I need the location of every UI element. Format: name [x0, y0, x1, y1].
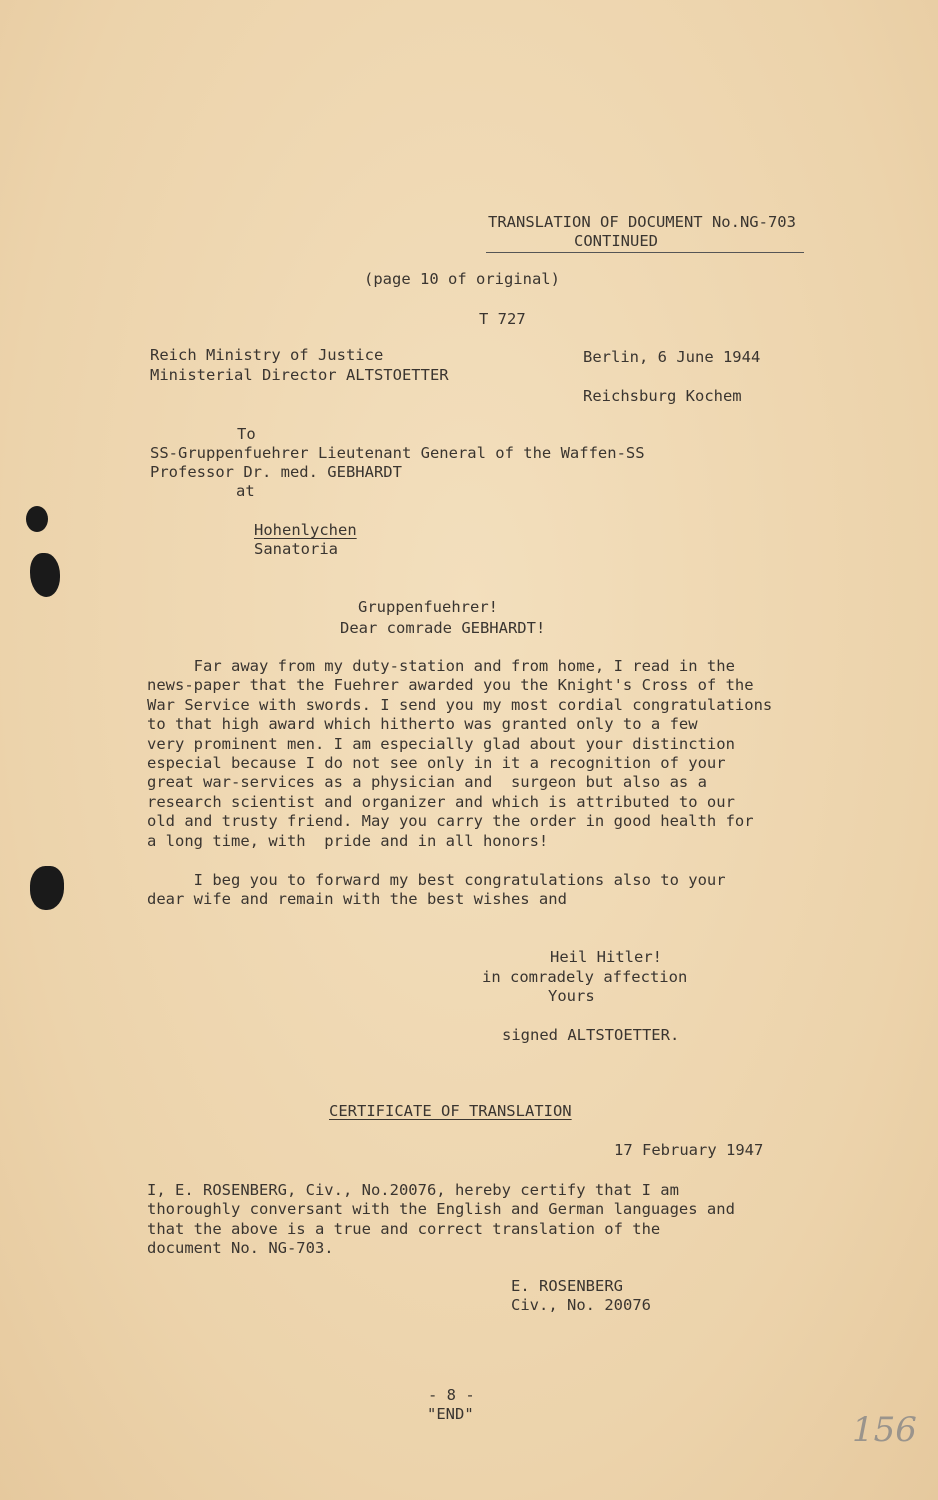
body-line: news-paper that the Fuehrer awarded you the Knight's Cross of the [147, 676, 754, 695]
document-title: TRANSLATION OF DOCUMENT No.NG-703 [488, 213, 796, 231]
certificate-title: CERTIFICATE OF TRANSLATION [329, 1102, 572, 1120]
binding-mark-upper [30, 553, 60, 597]
certificate-line: that the above is a true and correct translation of the [147, 1219, 661, 1238]
salutation-line-2: Dear comrade GEBHARDT! [340, 619, 546, 637]
recipient-place-2: Sanatoria [254, 540, 338, 558]
recipient-place-1: Hohenlychen [254, 521, 357, 539]
certificate-line: thoroughly conversant with the English and German languages and [147, 1200, 735, 1219]
body-line: a long time, with pride and in all honors! [147, 831, 549, 850]
recipient-at: at [236, 482, 255, 500]
closing-line-2: in comradely affection [482, 968, 688, 986]
certificate-line: document No. NG-703. [147, 1239, 334, 1258]
body-line: War Service with swords. I send you my most cordial congratulations [147, 695, 773, 714]
recipient-line-2: Professor Dr. med. GEBHARDT [150, 463, 402, 481]
page-number: - 8 - [428, 1386, 475, 1404]
closing-line-3: Yours [548, 987, 595, 1005]
closing-line-1: Heil Hitler! [550, 948, 662, 966]
letter-date: Berlin, 6 June 1944 [583, 348, 761, 366]
translator-id: Civ., No. 20076 [511, 1296, 651, 1314]
letter-place: Reichsburg Kochem [583, 387, 742, 405]
body-line: to that high award which hitherto was granted only to a few [147, 715, 698, 734]
binding-mark-lower [30, 866, 64, 910]
body-paragraph-2 [147, 871, 726, 910]
body-line: dear wife and remain with the best wishes and [147, 890, 567, 909]
body-line: especial because I do not see only in it a recognition of your [147, 754, 726, 773]
certificate-line: I, E. ROSENBERG, Civ., No.20076, hereby certify that I am [147, 1181, 679, 1199]
certificate-date: 17 February 1947 [614, 1141, 764, 1159]
body-line: I beg you to forward my best congratulations also to your [147, 871, 726, 889]
body-line: great war-services as a physician and surgeon but also as a [147, 773, 707, 792]
punch-hole-top [26, 506, 48, 532]
end-marker: "END" [427, 1405, 474, 1423]
recipient-line-1: SS-Gruppenfuehrer Lieutenant General of the Waffen-SS [150, 444, 645, 462]
body-line: Far away from my duty-station and from home, I read in the [147, 657, 735, 675]
signed-name: signed ALTSTOETTER. [502, 1026, 680, 1044]
continued-label: CONTINUED [574, 232, 658, 250]
body-paragraph-1 [147, 657, 772, 851]
translator-name: E. ROSENBERG [511, 1277, 623, 1295]
body-line: very prominent men. I am especially glad about your distinction [147, 734, 735, 753]
header-rule [486, 252, 804, 253]
sender-line-1: Reich Ministry of Justice [150, 346, 384, 364]
body-line: research scientist and organizer and which is attributed to our [147, 792, 735, 811]
certificate-text [147, 1181, 735, 1259]
handwritten-page-number: 156 [852, 1410, 917, 1450]
salutation-line-1: Gruppenfuehrer! [358, 598, 498, 616]
page-of-original: (page 10 of original) [364, 270, 560, 288]
body-line: old and trusty friend. May you carry the order in good health for [147, 812, 754, 831]
recipient-to: To [237, 425, 256, 443]
sender-line-2: Ministerial Director ALTSTOETTER [150, 366, 449, 384]
reference-number: T 727 [479, 310, 526, 328]
